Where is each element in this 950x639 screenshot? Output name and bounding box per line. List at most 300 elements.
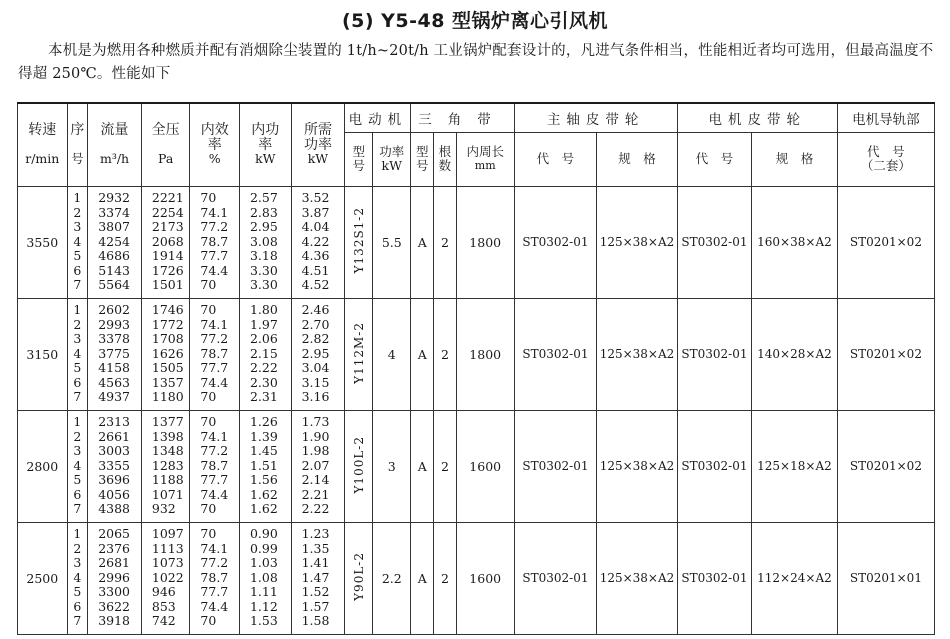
required-power-value: 4.36 bbox=[301, 248, 330, 264]
motor-model-value: Y132S1-2 bbox=[351, 207, 366, 274]
pressure-value: 1505 bbox=[151, 360, 184, 376]
internal-power-value: 3.08 bbox=[249, 233, 278, 249]
efficiency-value: 74.1 bbox=[200, 316, 229, 332]
header-internal-power-l2: 率 bbox=[258, 136, 273, 153]
belt-length-cell: 1800 bbox=[456, 298, 514, 410]
main-pulley-code-cell: ST0302-01 bbox=[514, 186, 597, 298]
pressure-value: 2221 bbox=[151, 190, 184, 206]
motor-power-cell: 3 bbox=[373, 410, 411, 522]
main-pulley-spec-cell: 125×38×A2 bbox=[597, 298, 678, 410]
header-speed bbox=[18, 103, 68, 186]
header-required-power-l1: 所需 bbox=[303, 122, 332, 138]
pressure-list bbox=[142, 415, 190, 517]
internal-power-value: 2.95 bbox=[249, 219, 278, 235]
seq-list bbox=[68, 303, 88, 405]
seq-cell bbox=[67, 298, 88, 410]
seq-value: 2 bbox=[73, 316, 82, 332]
required-power-value: 4.51 bbox=[301, 262, 330, 278]
required-power-value: 2.46 bbox=[301, 302, 330, 318]
required-power-list bbox=[292, 191, 345, 293]
flow-value: 4686 bbox=[98, 248, 131, 264]
efficiency-value: 78.7 bbox=[200, 569, 229, 585]
seq-value: 5 bbox=[73, 584, 82, 600]
efficiency-value: 77.2 bbox=[200, 555, 229, 571]
intro-text: 本机是为燃用各种燃质并配有消烟除尘装置的 1t/h~20t/h 工业锅炉配套设计的，凡进气条件相当，性能相近者均可选用，但最高温度不得超 250℃。性能如下 bbox=[18, 43, 934, 82]
page-title: (5) Y5-48 型锅炉离心引风机 bbox=[341, 10, 609, 32]
header-flow bbox=[88, 103, 142, 186]
internal-power-value: 1.08 bbox=[249, 569, 278, 585]
motor-pulley-code-cell: ST0302-01 bbox=[677, 522, 751, 634]
flow-value: 3696 bbox=[98, 472, 131, 488]
flow-value: 3775 bbox=[98, 345, 131, 361]
internal-power-list bbox=[240, 191, 291, 293]
efficiency-value: 77.2 bbox=[200, 443, 229, 459]
efficiency-value: 77.7 bbox=[200, 248, 229, 264]
required-power-cell bbox=[291, 410, 345, 522]
header-belt-length bbox=[456, 132, 514, 186]
required-power-value: 3.15 bbox=[301, 374, 330, 390]
belt-type-cell: A bbox=[411, 298, 434, 410]
pressure-list bbox=[142, 527, 190, 629]
motor-model-value: Y100L-2 bbox=[351, 435, 366, 494]
seq-list bbox=[68, 415, 88, 517]
efficiency-value: 70 bbox=[200, 190, 217, 206]
header-internal-power-l1: 内功 bbox=[251, 122, 280, 138]
flow-value: 3300 bbox=[98, 584, 131, 600]
internal-power-value: 2.57 bbox=[249, 190, 278, 206]
pressure-value: 1626 bbox=[151, 345, 184, 361]
required-power-value: 1.98 bbox=[301, 443, 330, 459]
header-pressure-unit: Pa bbox=[158, 150, 174, 166]
header-belt-count-l1: 根 bbox=[438, 143, 452, 159]
internal-power-value: 1.45 bbox=[249, 443, 278, 459]
header-belt-type bbox=[411, 132, 434, 186]
flow-cell bbox=[88, 298, 142, 410]
seq-value: 4 bbox=[73, 457, 82, 473]
required-power-value: 2.82 bbox=[301, 331, 330, 347]
required-power-value: 3.04 bbox=[301, 360, 330, 376]
rail-code-cell: ST0201×02 bbox=[837, 186, 934, 298]
efficiency-value: 74.4 bbox=[200, 262, 229, 278]
efficiency-value: 70 bbox=[200, 277, 217, 293]
pressure-value: 1398 bbox=[151, 428, 184, 444]
pressure-value: 932 bbox=[151, 501, 176, 517]
efficiency-cell bbox=[190, 410, 240, 522]
pressure-value: 1377 bbox=[151, 414, 184, 430]
required-power-value: 2.14 bbox=[301, 472, 330, 488]
header-main-pulley-spec: 规 格 bbox=[597, 132, 678, 186]
flow-value: 4563 bbox=[98, 374, 131, 390]
flow-value: 4388 bbox=[98, 501, 131, 517]
required-power-value: 1.73 bbox=[301, 414, 330, 430]
internal-power-value: 1.80 bbox=[249, 302, 278, 318]
efficiency-value: 74.4 bbox=[200, 486, 229, 502]
required-power-value: 1.41 bbox=[301, 555, 330, 571]
motor-model-cell bbox=[345, 522, 373, 634]
header-internal-power bbox=[239, 103, 291, 186]
motor-power-cell: 5.5 bbox=[373, 186, 411, 298]
flow-cell bbox=[88, 522, 142, 634]
header-belt-type-l1: 型 bbox=[415, 143, 429, 159]
table-body bbox=[18, 186, 935, 634]
seq-value: 1 bbox=[73, 302, 82, 318]
header-motor-power-l1: 功率 bbox=[379, 143, 405, 159]
required-power-list bbox=[292, 527, 345, 629]
seq-value: 1 bbox=[73, 414, 82, 430]
required-power-value: 2.95 bbox=[301, 345, 330, 361]
speed-cell: 2500 bbox=[18, 522, 68, 634]
required-power-cell bbox=[291, 298, 345, 410]
internal-power-value: 1.62 bbox=[249, 486, 278, 502]
motor-pulley-spec-cell: 160×38×A2 bbox=[752, 186, 838, 298]
motor-pulley-code-cell: ST0302-01 bbox=[677, 410, 751, 522]
motor-pulley-spec-cell: 125×18×A2 bbox=[752, 410, 838, 522]
flow-value: 2602 bbox=[98, 302, 131, 318]
belt-type-cell: A bbox=[411, 186, 434, 298]
efficiency-value: 77.7 bbox=[200, 584, 229, 600]
pressure-value: 946 bbox=[151, 584, 176, 600]
internal-power-value: 1.51 bbox=[249, 457, 278, 473]
internal-power-value: 1.03 bbox=[249, 555, 278, 571]
header-efficiency bbox=[190, 103, 240, 186]
pressure-value: 1071 bbox=[151, 486, 184, 502]
belt-type-cell: A bbox=[411, 522, 434, 634]
efficiency-value: 77.2 bbox=[200, 331, 229, 347]
flow-value: 2313 bbox=[98, 414, 131, 430]
internal-power-value: 2.30 bbox=[249, 374, 278, 390]
flow-list bbox=[88, 303, 141, 405]
pressure-cell bbox=[141, 522, 190, 634]
efficiency-value: 74.4 bbox=[200, 598, 229, 614]
pressure-value: 1113 bbox=[151, 540, 184, 556]
header-required-power-l2: 功率 bbox=[303, 136, 332, 153]
header-main-pulley: 主轴皮带轮 bbox=[514, 103, 677, 132]
efficiency-value: 70 bbox=[200, 389, 217, 405]
seq-value: 3 bbox=[73, 443, 82, 459]
internal-power-value: 1.26 bbox=[249, 414, 278, 430]
pressure-value: 1348 bbox=[151, 443, 184, 459]
motor-model-value: Y90L-2 bbox=[351, 552, 366, 601]
efficiency-value: 70 bbox=[200, 613, 217, 629]
pressure-value: 1708 bbox=[151, 331, 184, 347]
required-power-value: 4.22 bbox=[301, 233, 330, 249]
required-power-value: 3.87 bbox=[301, 204, 330, 220]
required-power-cell bbox=[291, 522, 345, 634]
seq-value: 6 bbox=[73, 374, 82, 390]
efficiency-value: 77.2 bbox=[200, 219, 229, 235]
efficiency-value: 78.7 bbox=[200, 457, 229, 473]
header-flow-label: 流量 bbox=[100, 122, 129, 139]
rail-code-cell: ST0201×01 bbox=[837, 522, 934, 634]
table-row bbox=[18, 410, 935, 522]
header-speed-label: 转速 bbox=[28, 122, 57, 139]
internal-power-value: 3.30 bbox=[249, 262, 278, 278]
main-pulley-spec-cell: 125×38×A2 bbox=[597, 522, 678, 634]
seq-cell bbox=[67, 410, 88, 522]
efficiency-value: 70 bbox=[200, 414, 217, 430]
internal-power-value: 0.90 bbox=[249, 526, 278, 542]
header-seq-label2: 号 bbox=[71, 150, 84, 166]
seq-value: 1 bbox=[73, 190, 82, 206]
pressure-value: 1357 bbox=[151, 374, 184, 390]
flow-cell bbox=[88, 186, 142, 298]
efficiency-value: 77.7 bbox=[200, 360, 229, 376]
flow-value: 3622 bbox=[98, 598, 131, 614]
seq-value: 6 bbox=[73, 262, 82, 278]
pressure-list bbox=[142, 191, 190, 293]
flow-value: 5143 bbox=[98, 262, 131, 278]
belt-length-cell: 1600 bbox=[456, 522, 514, 634]
pressure-cell bbox=[141, 410, 190, 522]
seq-value: 7 bbox=[73, 501, 82, 517]
table-row bbox=[18, 186, 935, 298]
header-seq-label: 序 bbox=[70, 122, 85, 139]
intro-paragraph bbox=[18, 40, 940, 86]
efficiency-value: 70 bbox=[200, 526, 217, 542]
required-power-value: 1.35 bbox=[301, 540, 330, 556]
header-pressure-label: 全压 bbox=[151, 122, 180, 139]
internal-power-value: 2.15 bbox=[249, 345, 278, 361]
pressure-value: 1772 bbox=[151, 316, 184, 332]
seq-value: 3 bbox=[73, 555, 82, 571]
header-rail-code-l2: （二套） bbox=[860, 158, 911, 173]
motor-pulley-spec-cell: 112×24×A2 bbox=[752, 522, 838, 634]
belt-type-cell: A bbox=[411, 410, 434, 522]
flow-value: 2932 bbox=[98, 190, 131, 206]
required-power-list bbox=[292, 303, 345, 405]
efficiency-list bbox=[190, 527, 239, 629]
efficiency-value: 78.7 bbox=[200, 345, 229, 361]
required-power-value: 1.58 bbox=[301, 613, 330, 629]
header-motor: 电动机 bbox=[345, 103, 411, 132]
motor-power-cell: 4 bbox=[373, 298, 411, 410]
flow-value: 3003 bbox=[98, 443, 131, 459]
table-row bbox=[18, 522, 935, 634]
belt-count-cell: 2 bbox=[434, 410, 457, 522]
header-belt-length-unit: mm bbox=[474, 159, 496, 172]
pressure-value: 853 bbox=[151, 598, 176, 614]
pressure-value: 2068 bbox=[151, 233, 184, 249]
header-rail: 电机导轨部 bbox=[837, 103, 934, 132]
header-belt-length-l1: 内周长 bbox=[466, 143, 504, 159]
required-power-value: 1.90 bbox=[301, 428, 330, 444]
main-pulley-code-cell: ST0302-01 bbox=[514, 410, 597, 522]
efficiency-value: 78.7 bbox=[200, 233, 229, 249]
header-efficiency-l2: 率 bbox=[207, 136, 222, 153]
seq-value: 3 bbox=[73, 219, 82, 235]
belt-count-cell: 2 bbox=[434, 522, 457, 634]
main-pulley-code-cell: ST0302-01 bbox=[514, 522, 597, 634]
efficiency-cell bbox=[190, 298, 240, 410]
required-power-value: 2.22 bbox=[301, 501, 330, 517]
efficiency-value: 70 bbox=[200, 501, 217, 517]
flow-value: 2065 bbox=[98, 526, 131, 542]
required-power-cell bbox=[291, 186, 345, 298]
internal-power-value: 1.53 bbox=[249, 613, 278, 629]
flow-value: 4158 bbox=[98, 360, 131, 376]
internal-power-value: 1.62 bbox=[249, 501, 278, 517]
internal-power-value: 2.22 bbox=[249, 360, 278, 376]
seq-value: 7 bbox=[73, 277, 82, 293]
seq-value: 1 bbox=[73, 526, 82, 542]
flow-value: 3378 bbox=[98, 331, 131, 347]
required-power-value: 1.52 bbox=[301, 584, 330, 600]
efficiency-value: 70 bbox=[200, 302, 217, 318]
efficiency-value: 74.1 bbox=[200, 428, 229, 444]
internal-power-value: 1.56 bbox=[249, 472, 278, 488]
pressure-value: 742 bbox=[151, 613, 176, 629]
belt-length-cell: 1800 bbox=[456, 186, 514, 298]
header-motor-pulley: 电机皮带轮 bbox=[677, 103, 837, 132]
efficiency-value: 74.1 bbox=[200, 204, 229, 220]
pressure-value: 1283 bbox=[151, 457, 184, 473]
internal-power-cell bbox=[239, 522, 291, 634]
rail-code-cell: ST0201×02 bbox=[837, 410, 934, 522]
required-power-value: 2.70 bbox=[301, 316, 330, 332]
internal-power-value: 1.39 bbox=[249, 428, 278, 444]
speed-cell: 2800 bbox=[18, 410, 68, 522]
seq-value: 4 bbox=[73, 233, 82, 249]
flow-value: 5564 bbox=[98, 277, 131, 293]
pressure-list bbox=[142, 303, 190, 405]
efficiency-value: 74.4 bbox=[200, 374, 229, 390]
flow-value: 4056 bbox=[98, 486, 131, 502]
seq-value: 4 bbox=[73, 569, 82, 585]
seq-value: 6 bbox=[73, 486, 82, 502]
seq-value: 5 bbox=[73, 472, 82, 488]
motor-power-cell: 2.2 bbox=[373, 522, 411, 634]
header-motor-power-unit: kW bbox=[381, 158, 402, 173]
pressure-value: 1501 bbox=[151, 277, 184, 293]
pressure-value: 1188 bbox=[151, 472, 184, 488]
speed-cell: 3150 bbox=[18, 298, 68, 410]
flow-list bbox=[88, 527, 141, 629]
header-motor-model-l1: 型 bbox=[352, 143, 365, 159]
pressure-value: 2254 bbox=[151, 204, 184, 220]
header-row-top bbox=[18, 103, 935, 132]
table-row bbox=[18, 298, 935, 410]
header-internal-power-unit: kW bbox=[255, 151, 276, 166]
header-speed-unit: r/min bbox=[25, 150, 60, 166]
internal-power-value: 3.30 bbox=[249, 277, 278, 293]
seq-value: 4 bbox=[73, 345, 82, 361]
header-flow-unit: m³/h bbox=[99, 150, 130, 166]
speed-cell: 3550 bbox=[18, 186, 68, 298]
internal-power-value: 1.11 bbox=[249, 584, 278, 600]
internal-power-cell bbox=[239, 298, 291, 410]
seq-list bbox=[68, 527, 88, 629]
seq-value: 5 bbox=[73, 360, 82, 376]
flow-value: 2661 bbox=[98, 428, 131, 444]
header-belt: 三角带 bbox=[411, 103, 514, 132]
pressure-value: 1097 bbox=[151, 526, 184, 542]
header-rail-code-l1: 代 号 bbox=[867, 143, 905, 159]
rail-code-cell: ST0201×02 bbox=[837, 298, 934, 410]
motor-model-cell bbox=[345, 410, 373, 522]
flow-list bbox=[88, 191, 141, 293]
required-power-list bbox=[292, 415, 345, 517]
pressure-value: 1180 bbox=[151, 389, 184, 405]
required-power-value: 1.57 bbox=[301, 598, 330, 614]
required-power-value: 2.07 bbox=[301, 457, 330, 473]
internal-power-value: 1.97 bbox=[249, 316, 278, 332]
internal-power-cell bbox=[239, 410, 291, 522]
internal-power-value: 2.06 bbox=[249, 331, 278, 347]
seq-value: 2 bbox=[73, 540, 82, 556]
efficiency-value: 74.1 bbox=[200, 540, 229, 556]
flow-cell bbox=[88, 410, 142, 522]
header-belt-count bbox=[434, 132, 457, 186]
motor-model-cell bbox=[345, 186, 373, 298]
seq-value: 6 bbox=[73, 598, 82, 614]
pressure-value: 2173 bbox=[151, 219, 184, 235]
required-power-value: 1.47 bbox=[301, 569, 330, 585]
main-pulley-spec-cell: 125×38×A2 bbox=[597, 186, 678, 298]
pressure-value: 1914 bbox=[151, 248, 184, 264]
required-power-value: 1.23 bbox=[301, 526, 330, 542]
header-belt-count-l2: 数 bbox=[438, 158, 452, 173]
flow-value: 3807 bbox=[98, 219, 131, 235]
flow-value: 3918 bbox=[98, 613, 131, 629]
seq-value: 2 bbox=[73, 428, 82, 444]
required-power-value: 4.04 bbox=[301, 219, 330, 235]
internal-power-value: 2.83 bbox=[249, 204, 278, 220]
internal-power-cell bbox=[239, 186, 291, 298]
seq-value: 5 bbox=[73, 248, 82, 264]
efficiency-list bbox=[190, 303, 239, 405]
header-efficiency-unit: % bbox=[208, 151, 221, 166]
internal-power-list bbox=[240, 415, 291, 517]
internal-power-list bbox=[240, 527, 291, 629]
motor-pulley-code-cell: ST0302-01 bbox=[677, 298, 751, 410]
seq-value: 7 bbox=[73, 389, 82, 405]
seq-value: 7 bbox=[73, 613, 82, 629]
pressure-value: 1022 bbox=[151, 569, 184, 585]
seq-list bbox=[68, 191, 88, 293]
flow-value: 4937 bbox=[98, 389, 131, 405]
efficiency-cell bbox=[190, 186, 240, 298]
pressure-value: 1746 bbox=[151, 302, 184, 318]
required-power-value: 4.52 bbox=[301, 277, 330, 293]
fan-spec-table bbox=[17, 102, 935, 635]
header-motor-pulley-spec: 规 格 bbox=[752, 132, 838, 186]
efficiency-value: 77.7 bbox=[200, 472, 229, 488]
flow-value: 2993 bbox=[98, 316, 131, 332]
internal-power-value: 1.12 bbox=[249, 598, 278, 614]
efficiency-list bbox=[190, 191, 239, 293]
flow-value: 4254 bbox=[98, 233, 131, 249]
header-rail-code bbox=[837, 132, 934, 186]
belt-count-cell: 2 bbox=[434, 298, 457, 410]
internal-power-value: 3.18 bbox=[249, 248, 278, 264]
belt-count-cell: 2 bbox=[434, 186, 457, 298]
motor-pulley-spec-cell: 140×28×A2 bbox=[752, 298, 838, 410]
motor-model-value: Y112M-2 bbox=[351, 321, 366, 384]
flow-value: 3374 bbox=[98, 204, 131, 220]
flow-value: 2681 bbox=[98, 555, 131, 571]
pressure-value: 1726 bbox=[151, 262, 184, 278]
header-required-power bbox=[291, 103, 345, 186]
header-motor-pulley-code: 代 号 bbox=[677, 132, 751, 186]
main-pulley-code-cell: ST0302-01 bbox=[514, 298, 597, 410]
header-belt-type-l2: 号 bbox=[415, 158, 429, 173]
pressure-value: 1073 bbox=[151, 555, 184, 571]
efficiency-list bbox=[190, 415, 239, 517]
header-required-power-unit: kW bbox=[307, 151, 329, 166]
header-motor-power bbox=[373, 132, 411, 186]
flow-value: 3355 bbox=[98, 457, 131, 473]
header-efficiency-l1: 内效 bbox=[200, 122, 229, 138]
